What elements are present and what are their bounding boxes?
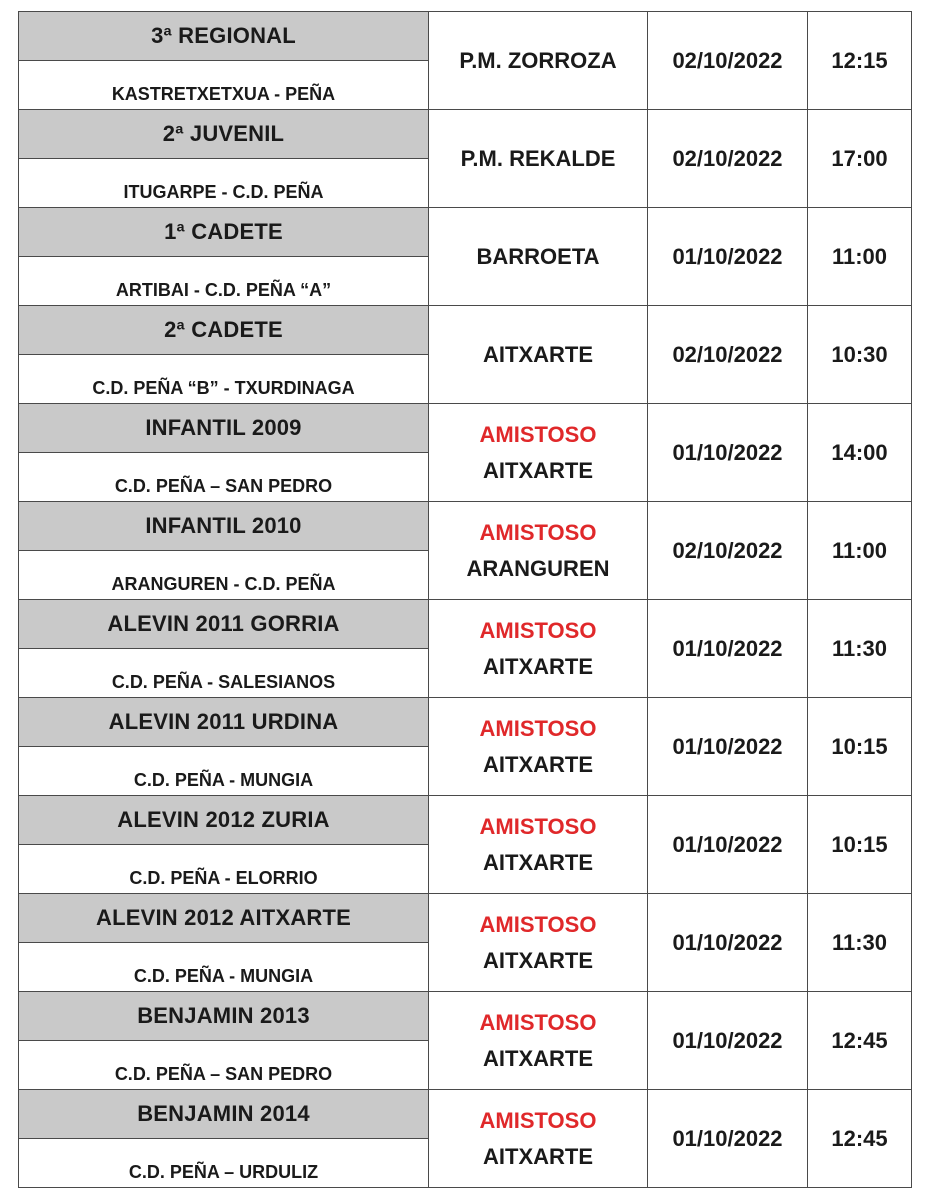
time-cell: 10:15: [808, 796, 912, 894]
date-cell: 02/10/2022: [648, 502, 808, 600]
match-teams: ARANGUREN - C.D. PEÑA: [111, 574, 336, 594]
table-row: [19, 208, 912, 257]
venue-cell: [429, 796, 648, 894]
match-cell: [19, 159, 429, 208]
time-cell: 12:15: [808, 12, 912, 110]
venue-name: AITXARTE: [483, 751, 593, 777]
match-teams: C.D. PEÑA – SAN PEDRO: [114, 476, 333, 496]
venue-cell: [429, 404, 648, 502]
venue-cell: [429, 306, 648, 404]
time-cell: 11:00: [808, 208, 912, 306]
category-cell: 1ª CADETE: [19, 208, 429, 257]
date-cell: 01/10/2022: [648, 894, 808, 992]
date-cell: 01/10/2022: [648, 1090, 808, 1188]
time-cell: 11:30: [808, 894, 912, 992]
match-teams: C.D. PEÑA – SAN PEDRO: [114, 1064, 333, 1084]
match-teams: C.D. PEÑA - ELORRIO: [129, 868, 318, 888]
table-row: [19, 1090, 912, 1139]
venue-name: AITXARTE: [483, 947, 593, 973]
match-teams: C.D. PEÑA - MUNGIA: [133, 770, 314, 790]
date-cell: 02/10/2022: [648, 110, 808, 208]
match-teams: ARTIBAI - C.D. PEÑA “A”: [115, 280, 332, 300]
match-cell: [19, 747, 429, 796]
match-cell: [19, 257, 429, 306]
venue-name: AITXARTE: [483, 1045, 593, 1071]
time-cell: 11:00: [808, 502, 912, 600]
venue-name: AITXARTE: [483, 1143, 593, 1169]
category-cell: ALEVIN 2012 AITXARTE: [19, 894, 429, 943]
match-cell: [19, 1139, 429, 1188]
match-cell: [19, 1041, 429, 1090]
venue-name: P.M. ZORROZA: [459, 47, 617, 73]
venue-name: BARROETA: [476, 243, 600, 269]
friendly-match-tag: AMISTOSO: [479, 617, 597, 643]
date-cell: 02/10/2022: [648, 306, 808, 404]
friendly-match-tag: AMISTOSO: [479, 421, 597, 447]
date-cell: 01/10/2022: [648, 796, 808, 894]
friendly-match-tag: AMISTOSO: [479, 519, 597, 545]
match-teams: C.D. PEÑA – URDULIZ: [128, 1162, 319, 1182]
category-cell: 3ª REGIONAL: [19, 12, 429, 61]
match-teams: KASTRETXETXUA - PEÑA: [111, 84, 336, 104]
time-cell: 12:45: [808, 1090, 912, 1188]
venue-cell: [429, 698, 648, 796]
category-cell: INFANTIL 2009: [19, 404, 429, 453]
date-cell: 01/10/2022: [648, 698, 808, 796]
time-cell: 14:00: [808, 404, 912, 502]
category-cell: INFANTIL 2010: [19, 502, 429, 551]
time-cell: 11:30: [808, 600, 912, 698]
time-cell: 10:30: [808, 306, 912, 404]
category-cell: BENJAMIN 2014: [19, 1090, 429, 1139]
friendly-match-tag: AMISTOSO: [479, 911, 597, 937]
table-row: [19, 502, 912, 551]
match-cell: [19, 845, 429, 894]
match-cell: [19, 649, 429, 698]
venue-name: P.M. REKALDE: [460, 145, 616, 171]
venue-cell: [429, 12, 648, 110]
venue-cell: [429, 600, 648, 698]
table-row: [19, 404, 912, 453]
table-row: [19, 12, 912, 61]
venue-name: AITXARTE: [483, 457, 593, 483]
category-cell: 2ª CADETE: [19, 306, 429, 355]
date-cell: 02/10/2022: [648, 12, 808, 110]
friendly-match-tag: AMISTOSO: [479, 715, 597, 741]
category-cell: ALEVIN 2011 URDINA: [19, 698, 429, 747]
match-cell: [19, 61, 429, 110]
venue-name: AITXARTE: [483, 341, 593, 367]
time-cell: 12:45: [808, 992, 912, 1090]
match-cell: [19, 355, 429, 404]
friendly-match-tag: AMISTOSO: [479, 1009, 597, 1035]
date-cell: 01/10/2022: [648, 992, 808, 1090]
friendly-match-tag: AMISTOSO: [479, 1107, 597, 1133]
match-cell: [19, 943, 429, 992]
category-cell: 2ª JUVENIL: [19, 110, 429, 159]
table-row: [19, 600, 912, 649]
category-cell: ALEVIN 2012 ZURIA: [19, 796, 429, 845]
venue-name: ARANGUREN: [466, 555, 610, 581]
table-row: [19, 306, 912, 355]
match-teams: C.D. PEÑA “B” - TXURDINAGA: [92, 378, 355, 398]
table-row: [19, 992, 912, 1041]
category-cell: ALEVIN 2011 GORRIA: [19, 600, 429, 649]
time-cell: 10:15: [808, 698, 912, 796]
time-cell: 17:00: [808, 110, 912, 208]
date-cell: 01/10/2022: [648, 404, 808, 502]
match-cell: [19, 551, 429, 600]
venue-cell: [429, 894, 648, 992]
match-teams: C.D. PEÑA - MUNGIA: [133, 966, 314, 986]
schedule-body: [19, 12, 912, 1188]
date-cell: 01/10/2022: [648, 600, 808, 698]
venue-name: AITXARTE: [483, 849, 593, 875]
venue-cell: [429, 1090, 648, 1188]
table-row: [19, 796, 912, 845]
venue-cell: [429, 208, 648, 306]
venue-cell: [429, 502, 648, 600]
match-teams: C.D. PEÑA - SALESIANOS: [111, 672, 336, 692]
table-row: [19, 698, 912, 747]
category-cell: BENJAMIN 2013: [19, 992, 429, 1041]
table-row: [19, 894, 912, 943]
match-schedule-table: [18, 11, 912, 1188]
venue-name: AITXARTE: [483, 653, 593, 679]
friendly-match-tag: AMISTOSO: [479, 813, 597, 839]
date-cell: 01/10/2022: [648, 208, 808, 306]
match-teams: ITUGARPE - C.D. PEÑA: [123, 182, 324, 202]
venue-cell: [429, 992, 648, 1090]
venue-cell: [429, 110, 648, 208]
table-row: [19, 110, 912, 159]
match-cell: [19, 453, 429, 502]
